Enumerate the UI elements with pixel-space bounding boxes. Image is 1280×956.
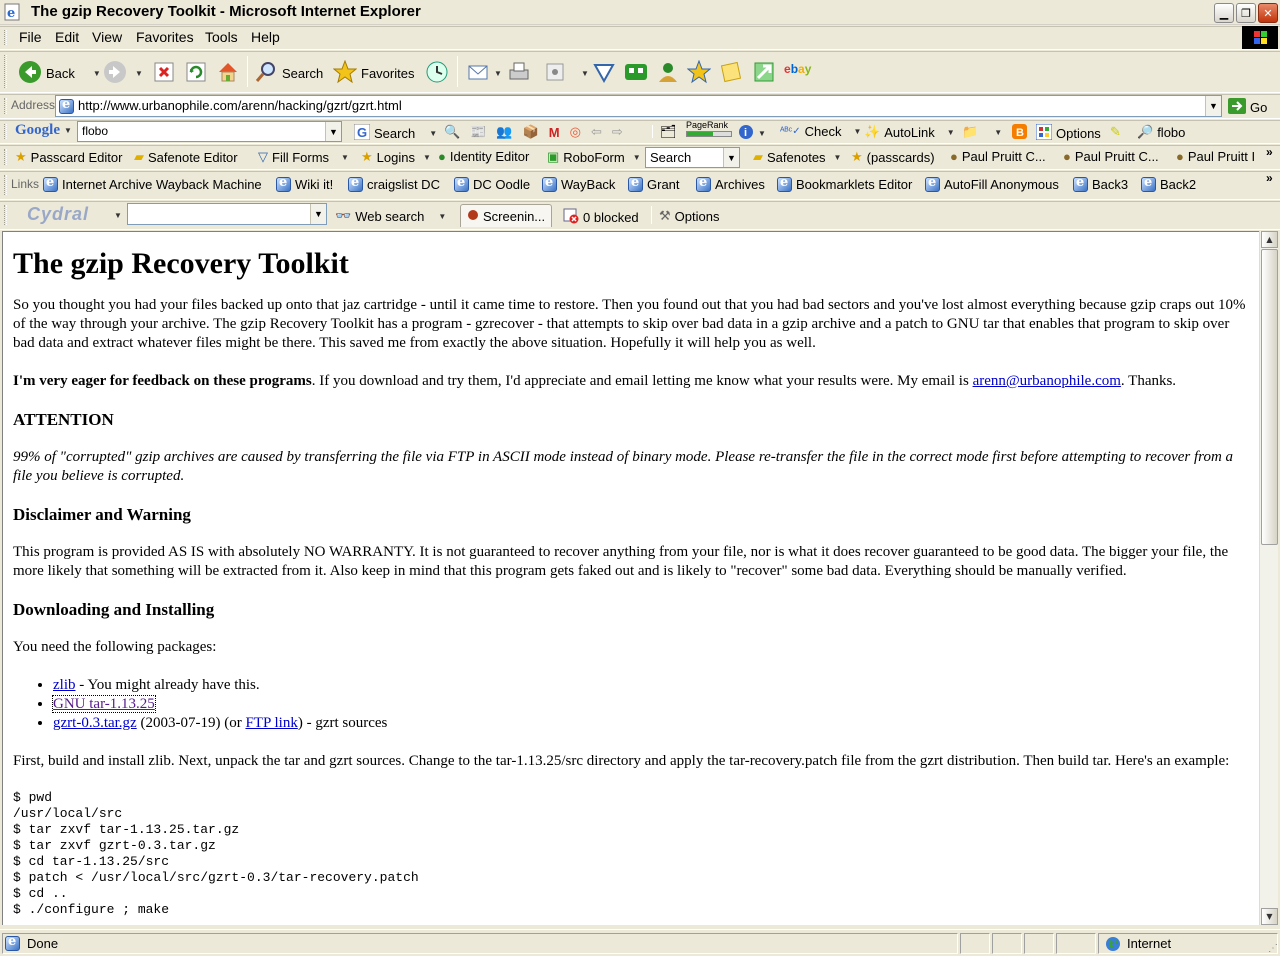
safenote-icon: ▰	[134, 149, 144, 164]
address-bar	[0, 94, 1280, 119]
safenote-icon: ▰	[753, 149, 763, 164]
svg-text:B: B	[1016, 127, 1024, 139]
status-cell	[992, 933, 1022, 954]
logins-button[interactable]	[361, 149, 431, 165]
safenote-editor-label: Safenote Editor	[148, 149, 238, 165]
edit-icon	[543, 60, 567, 87]
separator	[651, 206, 652, 224]
filter-icon: ▽	[258, 149, 268, 164]
link-wayback-machine[interactable]	[43, 177, 262, 192]
link-label: Bookmarklets Editor	[796, 177, 913, 192]
link-grant[interactable]	[628, 177, 680, 192]
dropdown-arrow-icon: ▼	[92, 69, 101, 78]
search-icon	[254, 60, 278, 87]
link-label: Wiki it!	[295, 177, 334, 192]
link-label: WayBack	[561, 177, 616, 192]
search-term-label: flobo	[1157, 124, 1186, 140]
history-icon	[425, 60, 449, 87]
folder-icon: 📁	[962, 124, 979, 139]
passcard-item-3[interactable]	[1176, 149, 1255, 164]
link-label: craigslist DC	[367, 177, 440, 192]
link-craigslist-dc[interactable]	[348, 177, 440, 192]
google-options-button[interactable]	[1036, 124, 1101, 143]
forward-arrow-icon	[103, 60, 127, 87]
ie-page-icon	[1141, 177, 1156, 192]
search-term-button[interactable]	[1137, 124, 1185, 140]
pagerank-meter	[686, 120, 732, 137]
feedback-text: . If you download and try them, I'd appreciate and email letting me know what your results were. My email is	[311, 373, 973, 389]
pagerank-bar	[686, 131, 732, 137]
user-icon	[656, 60, 680, 87]
send-button[interactable]	[752, 60, 776, 87]
link-label: DC Oodle	[473, 177, 531, 192]
spellcheck-button[interactable]	[780, 124, 861, 139]
menu-help[interactable]: Help	[251, 29, 280, 45]
star-icon	[333, 60, 357, 87]
security-zone-cell[interactable]	[1098, 933, 1278, 954]
favorites-button[interactable]	[333, 60, 414, 87]
address-input[interactable]	[55, 95, 1222, 117]
passcard-item-3-label: Paul Pruitt I	[1187, 149, 1256, 164]
roboform-toolbar	[0, 145, 1280, 170]
ie-icon	[3, 3, 21, 21]
dropdown-arrow-icon: ▼	[64, 126, 72, 135]
roboform-button[interactable]	[623, 60, 649, 87]
status-text: Done	[27, 936, 59, 951]
check-label: Check	[804, 124, 842, 139]
close-button[interactable]	[1258, 3, 1278, 23]
google-search-button[interactable]	[354, 124, 437, 143]
list-item	[53, 714, 1249, 733]
toolbar-grip	[4, 124, 7, 139]
identity-button[interactable]	[656, 60, 680, 87]
minimize-icon: ▁	[1219, 6, 1229, 20]
web-search-label: Web search	[355, 208, 425, 224]
spellcheck-icon: ᴬᴮᶜ✓	[780, 126, 801, 137]
status-cell	[1056, 933, 1096, 954]
ie-page-icon	[276, 177, 291, 192]
scroll-up-button[interactable]	[1261, 231, 1278, 248]
passcard-item-2[interactable]	[1063, 149, 1159, 164]
groups-icon[interactable]: 👥	[496, 124, 513, 139]
menu-tools[interactable]: Tools	[205, 29, 238, 45]
blocked-icon	[563, 208, 579, 227]
chevron-more-icon[interactable]: »	[1266, 145, 1273, 159]
dropdown-arrow-icon: ▼	[632, 152, 641, 162]
mail-icon	[466, 60, 490, 87]
roboform-search-dropdown[interactable]: ▼	[723, 148, 739, 167]
screening-label: Screenin...	[483, 208, 546, 224]
intro-paragraph: So you thought you had your files backed up onto that jaz cartridge - until it came time to restore. Then you found out that you had bad sectors and you've lost almost everything because gzip craps out 10% of the way through your archive. The gzip Recovery Toolkit has a program - gzrecover - that attempts to skip over bad data in a gzip archive and a patch to GNU tar that enables that program to skip over bad data and extract whatever files might be there. This saved me from exactly the above situation. Hopefully it will help you as well.	[13, 297, 1246, 351]
ie-page-icon	[59, 99, 74, 114]
blogger-icon	[1012, 124, 1027, 142]
autolink-label: AutoLink	[884, 124, 935, 140]
back-button[interactable]	[18, 60, 101, 87]
dropdown-arrow-icon: ▼	[341, 152, 349, 162]
popup-blocker-icon: 🗂	[660, 124, 677, 139]
roboform-search-placeholder: Search	[650, 150, 692, 165]
dropdown-arrow-icon: ▼	[429, 129, 438, 138]
link-archives[interactable]	[696, 177, 765, 192]
roboform-search-input[interactable]	[645, 147, 740, 168]
news-icon[interactable]: 📰	[470, 124, 487, 139]
google-query-dropdown[interactable]: ▼	[325, 122, 341, 141]
ebay-button[interactable]	[784, 62, 811, 76]
google-options-label: Options	[1056, 126, 1101, 141]
dropdown-arrow-icon: ▼	[758, 129, 766, 138]
packages-intro: You need the following packages:	[13, 639, 217, 655]
tools-icon: ⚒	[659, 208, 671, 223]
packages-list	[53, 676, 1249, 733]
google-search-input[interactable]	[77, 121, 342, 142]
page-content[interactable]	[2, 231, 1259, 925]
link-label: Back3	[1092, 177, 1129, 192]
link-label: Grant	[647, 177, 680, 192]
blocker-button[interactable]	[660, 124, 677, 140]
feedback-paragraph	[13, 372, 1249, 391]
go-label: Go	[1250, 100, 1268, 115]
link-label: Back2	[1160, 177, 1197, 192]
passcard-editor-label: Passcard Editor	[30, 149, 123, 165]
safenotes-button[interactable]	[753, 149, 841, 165]
toolbar-grip	[4, 55, 7, 88]
wand-icon: ✨	[864, 124, 881, 139]
identity-editor-button[interactable]	[438, 149, 529, 164]
code-example: $ pwd /usr/local/src $ tar zxvf tar-1.13.25.tar.gz $ tar zxvf gzrt-0.3.tar.gz $ cd tar-1.13.25/src $ patch < /usr/local/src/gzrt-0.3/tar-recovery.patch $ cd .. $ ./configure ; make	[13, 790, 419, 917]
svg-text:G: G	[357, 125, 368, 140]
back-nav-icon[interactable]: ⇦	[590, 124, 602, 139]
binoculars-icon[interactable]: 🔍	[444, 124, 461, 139]
address-label: Address	[11, 98, 56, 112]
gzrt-note: ) - gzrt sources	[297, 715, 388, 731]
binoculars-icon: 👓	[335, 208, 352, 223]
close-icon: ✕	[1263, 6, 1273, 20]
info-button[interactable]	[738, 124, 766, 143]
toolbar-grip[interactable]	[4, 30, 7, 45]
popup-blocked-button[interactable]	[563, 208, 639, 227]
minimize-button[interactable]	[1214, 3, 1234, 23]
find-icon: 🔎	[1137, 124, 1154, 139]
blogger-button[interactable]	[1012, 124, 1027, 142]
google-tool-icons	[444, 124, 623, 140]
forward-button[interactable]	[103, 60, 143, 87]
gnu-tar-link[interactable]: GNU tar-1.13.25	[53, 696, 155, 712]
fill-forms-label: Fill Forms	[272, 149, 330, 165]
separator	[247, 56, 248, 87]
ie-page-icon	[454, 177, 469, 192]
window-title: The gzip Recovery Toolkit - Microsoft Internet Explorer	[31, 3, 421, 20]
gzrt-link[interactable]: gzrt-0.3.tar.gz	[53, 715, 137, 731]
passcard-editor-button[interactable]	[15, 149, 122, 165]
cydral-search-input[interactable]	[127, 203, 327, 225]
home-icon	[216, 60, 240, 87]
print-button[interactable]	[507, 60, 531, 87]
separator	[457, 56, 458, 87]
edit-button[interactable]	[543, 60, 589, 87]
pagerank-label: PageRank	[686, 120, 729, 130]
mail-button[interactable]	[466, 60, 502, 87]
link-wiki-it[interactable]	[276, 177, 333, 192]
roboform-label: RoboForm	[563, 149, 625, 165]
fill-forms-button[interactable]	[258, 149, 349, 165]
info-icon	[738, 124, 754, 143]
refresh-icon	[185, 61, 207, 86]
gmail-icon[interactable]: M	[548, 124, 560, 140]
options-icon	[1036, 124, 1052, 143]
star-person-icon	[687, 60, 711, 87]
autolink-button[interactable]	[864, 124, 955, 140]
standard-toolbar	[0, 51, 1280, 93]
note-icon	[719, 60, 743, 87]
cydral-toolbar	[0, 201, 1280, 230]
forward-nav-icon[interactable]: ⇨	[611, 124, 623, 139]
filter-icon	[592, 60, 616, 87]
google-g-icon	[354, 124, 370, 143]
disclaimer-text: This program is provided AS IS with absolutely NO WARRANTY. It is not guaranteed to recover anything from your file, nor is what it does recover guaranteed to be good data. The bigger your file, the more likely that something will be extracted from it. Also keep in mind that this program gets faked out and is likely to "recover" some bad data. Everything should be manually verified.	[13, 544, 1229, 579]
build-instructions: First, build and install zlib. Next, unpack the tar and gzrt sources. Change to the tar-1.13.25/src directory and apply the tar-recovery.patch file from the gzrt distribution. Then build tar. Here's an example:	[13, 753, 1230, 769]
email-link[interactable]: arenn@urbanophile.com	[972, 373, 1121, 389]
link-bookmarklets-editor[interactable]	[777, 177, 912, 192]
chevron-up-icon: ▲	[1266, 235, 1273, 244]
attention-text: 99% of "corrupted" gzip archives are caused by transferring the file via FTP in ASCII mode instead of binary mode. Please re-transfer the file in the correct mode first before attempting to recover from a file you believe is corrupted.	[13, 449, 1234, 484]
person-icon: ●	[1063, 149, 1071, 164]
download-heading: Downloading and Installing	[13, 600, 215, 619]
dropdown-arrow-icon: ▼	[833, 152, 842, 162]
refresh-button[interactable]	[185, 61, 207, 86]
ie-page-icon	[1073, 177, 1088, 192]
feedback-end: . Thanks.	[1120, 373, 1177, 389]
zone-label: Internet	[1127, 936, 1172, 951]
safenotes-label: Safenotes	[767, 149, 826, 165]
ie-page-icon	[348, 177, 363, 192]
status-cell	[1024, 933, 1054, 954]
link-wayback[interactable]	[542, 177, 615, 192]
maximize-button[interactable]	[1236, 3, 1256, 23]
identity-icon: ●	[438, 149, 446, 164]
go-arrow-icon	[1228, 98, 1246, 117]
disclaimer-heading: Disclaimer and Warning	[13, 505, 191, 524]
roboform-menu-button[interactable]	[547, 149, 641, 165]
status-bar	[0, 929, 1280, 956]
dropdown-arrow-icon: ▼	[853, 127, 862, 136]
robot-icon	[623, 60, 649, 87]
dropdown-arrow-icon: ▼	[946, 127, 955, 137]
stop-icon	[153, 61, 175, 86]
passcard-icon: ★	[15, 149, 27, 164]
logins-button[interactable]	[687, 60, 711, 87]
dropdown-arrow-icon: ▼	[438, 211, 447, 221]
cydral-menu-dropdown-icon[interactable]: ▼	[114, 211, 122, 220]
gzrt-date: (2003-07-19) (or	[136, 715, 246, 731]
zlib-note: - You might already have this.	[75, 677, 260, 693]
go-button[interactable]	[1228, 98, 1267, 117]
screening-tab[interactable]	[460, 204, 552, 227]
attention-heading: ATTENTION	[13, 410, 114, 429]
google-query: flobo	[82, 124, 109, 138]
ebay-icon: ebay	[784, 62, 812, 76]
globe-icon	[1105, 936, 1121, 955]
link-autofill-anonymous[interactable]	[925, 177, 1059, 192]
address-url: http://www.urbanophile.com/arenn/hacking/gzrt/gzrt.html	[78, 98, 402, 113]
ie-page-icon	[925, 177, 940, 192]
robot-icon: ▣	[547, 149, 560, 164]
links-label: Links	[11, 177, 40, 191]
page-title: The gzip Recovery Toolkit	[13, 247, 349, 280]
passcards-label: (passcards)	[866, 149, 935, 165]
link-label: AutoFill Anonymous	[944, 177, 1059, 192]
separator	[652, 125, 653, 138]
restore-icon: ❐	[1241, 6, 1251, 20]
cydral-options-label: Options	[674, 208, 720, 224]
dropdown-arrow-icon: ▼	[994, 127, 1003, 137]
highlight-button[interactable]	[1110, 124, 1121, 140]
cydral-options-button[interactable]	[659, 208, 719, 224]
address-dropdown-button[interactable]: ▼	[1205, 96, 1221, 116]
resize-grip-icon[interactable]: ⋰	[1268, 943, 1278, 954]
passcards-button[interactable]	[851, 149, 935, 165]
logins-icon: ★	[361, 149, 373, 164]
status-cell	[960, 933, 990, 954]
google-logo-text: Google	[15, 122, 60, 138]
vertical-scrollbar[interactable]	[1259, 231, 1278, 925]
menu-bar	[0, 26, 1280, 50]
passcard-item-1[interactable]	[950, 149, 1046, 164]
status-text-cell	[2, 933, 958, 954]
search-label: Search	[282, 66, 324, 81]
windows-logo	[1242, 26, 1278, 50]
menu-edit[interactable]: Edit	[55, 29, 80, 45]
filter-button[interactable]	[592, 60, 616, 87]
record-icon	[467, 209, 479, 224]
dropdown-arrow-icon: ▼	[581, 69, 589, 78]
dropdown-arrow-icon: ▼	[422, 152, 431, 162]
link-label: Internet Archive Wayback Machine	[62, 177, 262, 192]
picasa-icon[interactable]: ◎	[569, 124, 581, 139]
person-icon: ●	[1176, 149, 1184, 164]
home-button[interactable]	[216, 60, 240, 87]
cube-icon[interactable]: 📦	[522, 124, 539, 139]
toolbar-grip	[4, 175, 7, 195]
ie-page-icon	[628, 177, 643, 192]
web-search-button[interactable]	[335, 208, 446, 224]
svg-text:e: e	[7, 6, 16, 21]
cydral-search-dropdown[interactable]: ▼	[310, 204, 326, 224]
google-toolbar	[0, 120, 1280, 144]
feedback-bold: I'm very eager for feedback on these programs	[13, 373, 312, 389]
passcard-icon: ★	[851, 149, 863, 164]
link-back2[interactable]	[1141, 177, 1196, 192]
arrow-icon	[752, 60, 776, 87]
link-back3[interactable]	[1073, 177, 1128, 192]
menu-favorites[interactable]: Favorites	[136, 29, 194, 45]
toolbar-grip	[4, 98, 7, 114]
passcard-item-2-label: Paul Pruitt C...	[1074, 149, 1159, 164]
list-item	[53, 676, 1249, 695]
list-item	[53, 695, 1249, 714]
svg-text:i: i	[744, 127, 748, 139]
toolbar-grip	[4, 205, 7, 225]
toolbar-grip	[4, 149, 7, 165]
logins-label: Logins	[376, 149, 415, 165]
dropdown-arrow-icon: ▼	[494, 69, 502, 78]
blocked-label: 0 blocked	[583, 210, 639, 225]
person-icon: ●	[950, 149, 958, 164]
safenote-editor-button[interactable]	[134, 149, 238, 165]
print-icon	[507, 60, 531, 87]
ie-page-icon	[5, 936, 20, 951]
passcard-item-1-label: Paul Pruitt C...	[961, 149, 1046, 164]
identity-editor-label: Identity Editor	[449, 149, 530, 164]
dropdown-arrow-icon: ▼	[135, 69, 143, 78]
safenote-button[interactable]	[719, 60, 743, 87]
chevron-more-icon[interactable]: »	[1266, 171, 1273, 185]
zlib-link[interactable]: zlib	[53, 677, 76, 693]
ie-page-icon	[696, 177, 711, 192]
ie-page-icon	[43, 177, 58, 192]
google-search-label: Search	[374, 126, 416, 141]
stop-button[interactable]	[153, 61, 175, 86]
search-button[interactable]	[254, 60, 323, 87]
back-label: Back	[46, 66, 75, 81]
history-button[interactable]	[425, 60, 449, 87]
ie-page-icon	[542, 177, 557, 192]
scroll-thumb[interactable]	[1261, 249, 1278, 545]
google-logo[interactable]	[15, 122, 72, 139]
links-bar	[0, 171, 1280, 200]
back-arrow-icon	[18, 60, 42, 87]
ftp-link[interactable]: FTP link	[245, 715, 298, 731]
link-label: Archives	[715, 177, 765, 192]
menu-view[interactable]: View	[92, 29, 123, 45]
scroll-down-button[interactable]	[1261, 908, 1278, 925]
favorites-label: Favorites	[361, 66, 415, 81]
menu-file[interactable]: File	[19, 29, 42, 45]
ie-page-icon	[777, 177, 792, 192]
link-dc-oodle[interactable]	[454, 177, 530, 192]
chevron-down-icon: ▼	[1266, 912, 1273, 921]
autofill-button[interactable]	[962, 124, 1002, 140]
cydral-logo: Cydral	[27, 204, 90, 224]
title-bar[interactable]	[0, 0, 1280, 25]
highlighter-icon: ✎	[1110, 124, 1121, 139]
